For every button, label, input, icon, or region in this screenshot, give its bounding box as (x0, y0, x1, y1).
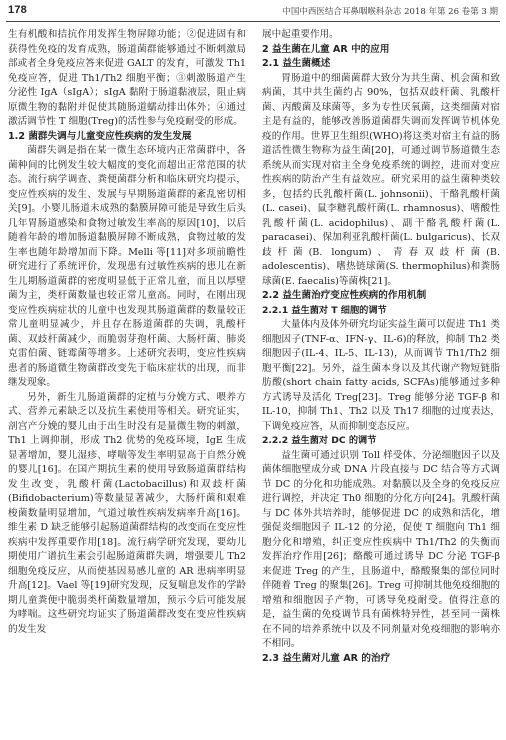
paragraph-2-1: 胃肠道中的细菌菌群大致分为共生菌、机会菌和致病菌，其中共生菌约占 90%，包括双歧杆菌、乳酸杆菌、丙酸菌及球菌等，多为专性厌氧菌，这类细菌对宿主是有益的，能够改善肠道菌群失调而发挥调节机体免疫的作用。世界卫生组织(WHO)将这类对宿主有益的肠道活性微生物称为益生菌[20]，可通过调节肠道微生态系统从而实现对宿主全身免疫系统的调控，进而对变应性疾病的防治产生有益效应。研究采用的益生菌种类较多，包括约氏乳酸杆菌(L. johnsonii)、干酪乳酸杆菌(L. casei)、鼠李糖乳酸杆菌(L. rhamnosus)、嗜酸性乳酸杆菌(L. acidophilus)、副干酪乳酸杆菌(L. paracasei)、保加利亚乳酸杆菌(L. bulgaricus)、长双歧杆菌(B. longum)、青春双歧杆菌(B. adolescentis)、嗜热链球菌(S. thermophilus)和粪肠球菌(E. faecalis)等菌株[21]。 (262, 72, 500, 287)
section-heading-2-3: 2.3 益生菌对儿童 AR 的治疗 (262, 652, 391, 664)
section-heading-2-2: 2.2 益生菌治疗变应性疾病的作用机制 (262, 290, 427, 301)
paragraph-1-2-b: 另外，新生儿肠道菌群的定植与分娩方式、喂养方式、营养元素缺乏以及抗生素使用等相关。研究证实，剖宫产分娩的婴儿由于出生时没有是量微生物的刺激，Th1 上调抑制，形成 Th2 优势的免疫环境，IgE 生成显著增加，婴儿湿疹、哮喘等发生率明显高于自然分娩的婴儿[16]。在国产期抗生素的使用导致肠道菌群结构发生改变，乳酸杆菌(Lactobacillus)和双歧杆菌(Bifidobacterium)等数量显著减少，大肠杆菌和艰难梭菌数量明显增加，气道过敏性疾病发病率升高[16]。维生素 D 缺乏能够引起肠道菌群结构的改变而在变应性疾病中发挥重要作用[18]。流行病学研究发现，要幼儿期使用广谱抗生素会引起肠道菌群失调，增强要儿 Th2 细胞免疫反应，从而使基因易感儿童的 AR 患病率明显升高[12]。Vael 等[19]研究发现，反复喘息发作的学龄期儿童粪便中脆弱类杆菌数量增加，预示今后可能发展为哮喘。这些研究均证实了肠道菌群改变在变应性疾病的发生发 (8, 391, 246, 635)
paragraph-2-2-2: 益生菌可通过识别 Toll 样受体、分泌细胞因子以及菌体细胞壁成分或 DNA 片段直接与 DC 结合等方式调节 DC 的分化和功能成熟。对黏膜以及全身的免疫反应进行调控，并决定 Th0 细胞的分化方向[24]。乳酸杆菌与 DC 体外共培养时，能够促进 DC 的成熟和活化，增强促炎细胞因子 IL-12 的分泌，促使 T 细胞向 Th1 细胞分化和增殖，纠正变应性疾病中 Th1/Th2 的失衡而发挥治疗作用[26]；酪酸可通过诱导 DC 分泌 TGF-β 来促进 Treg 的产生，且肠道中，酪酸聚集的部位同时伴随着 Treg 的聚集[26]。Treg 可抑制其他免疫细胞的增殖和细胞因子产物，可诱导免疫耐受。值得注意的是，益生菌的免疫调节具有菌株特异性，甚至同一菌株在不同的培养系统中以及不同剂量对免疫细胞的影响亦不相同。 (262, 449, 500, 649)
header-rule (6, 21, 500, 22)
section-heading-2-2-1: 2.2.1 益生菌对 T 细胞的调节 (262, 304, 387, 316)
paragraph-1-2-a: 菌群失调是指在某一微生态环境内正常菌群中，各菌种间的比例发生较大幅度的变化而超出正常范围的状态。流行病学调查、粪便菌群分析和临床研究均提示，变应性疾病的发生、发展与早期肠道菌群的紊乱密切相关[9]。小婴儿肠道未成熟的黏膜屏障可能是导致生后头几年胃肠道感染和食物过敏发生率高的原因[10]，以后随着年龄的增加肠道黏膜屏障不断成熟，食物过敏的发生率也随年龄增加而下降。Melli 等[11]对多项前瞻性研究进行了系统评价，发现患有过敏性疾病的患儿在新生儿期肠道菌群的密度明显低于正常儿童，而且以厚壁菌为主，类杆菌数量也较正常儿童高。同时，在刚出现变应性疾病症状的儿童中也发现其肠道菌群的数量较正常儿童明显减少，并且存在肠道菌群的失调，乳酸杆菌、双歧杆菌减少，而脆弱芽孢杆菌、大肠杆菌、肺炎克雷伯菌、链霉菌等增多。上述研究表明，变应性疾病患者的肠道微生物菌群改变先于临床症状的出现，而非继发现象。 (8, 145, 246, 388)
journal-running-head: 中国中西医结合耳鼻咽喉科杂志 2018 年第 26 卷第 3 期 (282, 7, 498, 17)
paragraph-continued: 展中起重要作用。 (262, 29, 339, 40)
page-number: 178 (8, 4, 27, 16)
section-heading-1-2: 1.2 菌群失调与儿童变应性疾病的发生发展 (8, 130, 192, 142)
paragraph-intro-continued: 生有机酸和拮抗作用发挥生物屏障功能；②促进固有和获得性免疫的发育成熟，肠道菌群能够通过不断刺激局部或者全身免疫应答来促进 GALT 的发育，可激发 Th1 免疫应答，促进 Th1/Th2 细胞平衡；③刺激肠道产生分泌性 IgA（sIgA）；sIgA 黏附于肠道黏液层，阻止病原微生物的黏附并促使其随肠道蠕动排出体外；④通过激活调节性 T 细胞(Treg)的活性参与免疫耐受的形成。 (8, 29, 246, 127)
right-column (262, 28, 500, 666)
section-heading-2: 2 益生菌在儿童 AR 中的应用 (262, 43, 390, 55)
left-column (8, 28, 246, 637)
section-heading-2-1: 2.1 益生菌概述 (262, 58, 331, 69)
section-heading-2-2-2: 2.2.2 益生菌对 DC 的调节 (262, 435, 377, 446)
page-header (0, 0, 506, 20)
paragraph-2-2-1: 大量体内及体外研究均证实益生菌可以促进 Th1 类细胞因子(TNF-α、IFN-γ、IL-6)的释放，抑制 Th2 类细胞因子(IL-4、IL-5、IL-13)，从而调节 Th1/Th2 细胞平衡[22]。另外，益生菌本身以及其代谢产物短链脂肪酸(short chain fatty acids, SCFAs)能够通过多种方式诱导及活化 Treg[23]。Treg 能够分泌 TGF-β 和 IL-10，抑制 Th1、Th2 以及 Th17 细胞的过度表达，下调免疫应答，从而抑制变态反应。 (262, 319, 500, 432)
